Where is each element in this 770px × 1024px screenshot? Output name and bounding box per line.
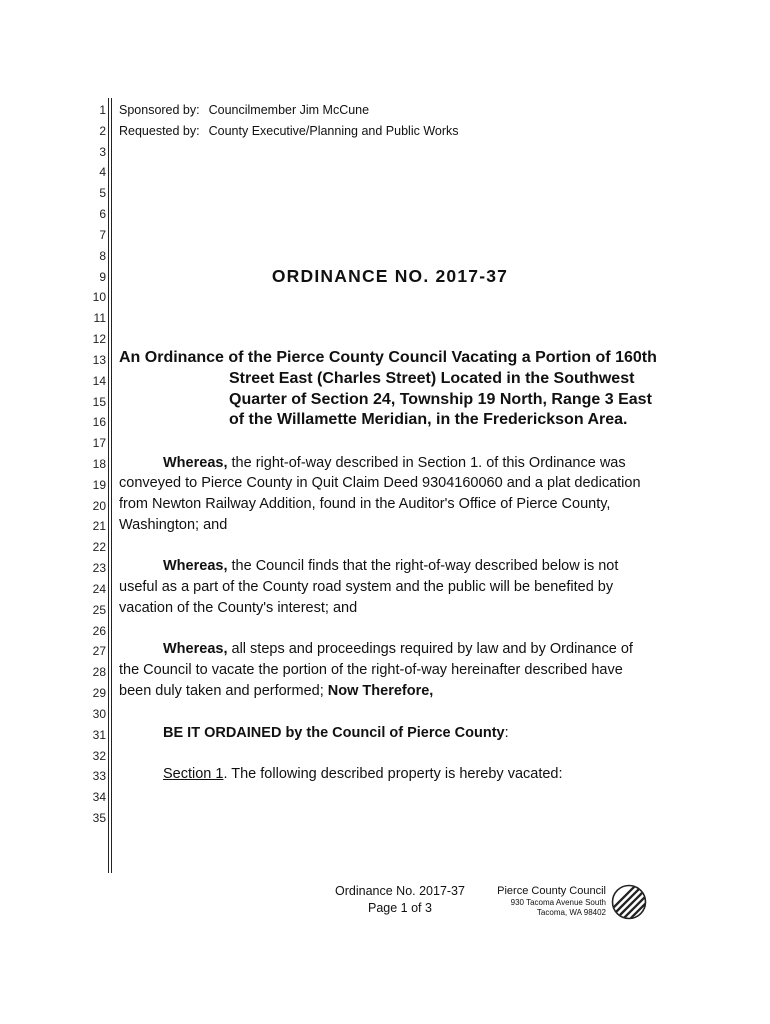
section-1-line xyxy=(163,765,563,783)
requested-label: Requested by: xyxy=(119,124,200,138)
section-1-label: Section 1 xyxy=(163,766,224,782)
whereas-3-line xyxy=(163,640,633,658)
now-therefore: Now Therefore, xyxy=(327,683,434,699)
requested-value: County Executive/Planning and Public Works xyxy=(208,124,459,138)
line-number: 4 xyxy=(99,165,106,179)
footer-ordinance-number: Ordinance No. 2017-37 xyxy=(335,884,465,898)
line-number: 22 xyxy=(92,540,106,554)
line-number: 29 xyxy=(92,686,106,700)
line-number: 5 xyxy=(99,186,106,200)
line-number: 35 xyxy=(92,811,106,825)
whereas-text: been duly taken and performed; xyxy=(119,683,328,699)
ordained-colon: : xyxy=(504,725,509,741)
line-number: 34 xyxy=(92,790,106,804)
line-number: 17 xyxy=(92,436,106,450)
requested-by-line xyxy=(119,122,459,140)
council-name: Pierce County Council xyxy=(497,885,606,897)
line-number: 30 xyxy=(92,707,106,721)
council-address-1: 930 Tacoma Avenue South xyxy=(510,898,606,907)
line-number: 19 xyxy=(92,478,106,492)
footer-page-number: Page 1 of 3 xyxy=(368,901,432,915)
whereas-3-line: the Council to vacate the portion of the right-of-way hereinafter described have xyxy=(119,662,623,678)
line-number: 28 xyxy=(92,665,106,679)
ordained-text: BE IT ORDAINED by the Council of Pierce County xyxy=(163,725,505,741)
whereas-text: all steps and proceedings required by law and by Ordinance of xyxy=(227,641,633,657)
line-number: 26 xyxy=(92,624,106,638)
caption-line: Street East (Charles Street) Located in the Southwest xyxy=(229,370,635,387)
council-address-2: Tacoma, WA 98402 xyxy=(536,908,606,917)
line-number: 27 xyxy=(92,644,106,658)
whereas-2-line: vacation of the County's interest; and xyxy=(119,600,358,616)
line-number: 21 xyxy=(92,519,106,533)
pierce-county-seal-icon xyxy=(611,884,647,920)
whereas-2-line xyxy=(163,557,618,575)
line-number: 13 xyxy=(92,353,106,367)
line-number: 31 xyxy=(92,728,106,742)
whereas-3-line xyxy=(119,682,433,700)
ordained-clause xyxy=(163,724,509,742)
margin-rule-left xyxy=(108,98,109,873)
sponsored-by-line xyxy=(119,101,369,119)
whereas-1-line: conveyed to Pierce County in Quit Claim Deed 9304160060 and a plat dedication xyxy=(119,475,641,491)
caption-line: of the Willamette Meridian, in the Frederickson Area. xyxy=(229,411,628,428)
line-number: 32 xyxy=(92,749,106,763)
whereas-2-line: useful as a part of the County road system and the public will be benefited by xyxy=(119,579,614,595)
line-number: 1 xyxy=(99,103,106,117)
line-number: 3 xyxy=(99,145,106,159)
footer-council-block xyxy=(480,885,606,918)
line-number: 2 xyxy=(99,124,106,138)
line-number: 8 xyxy=(99,249,106,263)
line-number: 12 xyxy=(92,332,106,346)
whereas-lead: Whereas, xyxy=(163,641,228,657)
line-number: 11 xyxy=(93,311,106,325)
whereas-lead: Whereas, xyxy=(163,558,228,574)
line-number: 16 xyxy=(92,415,106,429)
line-number: 6 xyxy=(99,207,106,221)
caption-line: Quarter of Section 24, Township 19 North, Range 3 East xyxy=(229,391,652,408)
line-number: 9 xyxy=(99,270,106,284)
line-number: 33 xyxy=(92,769,106,783)
line-number: 7 xyxy=(99,228,106,242)
line-number: 23 xyxy=(92,561,106,575)
line-number: 18 xyxy=(92,457,106,471)
ordinance-title: ORDINANCE NO. 2017-37 xyxy=(271,266,509,286)
line-number: 10 xyxy=(92,290,106,304)
whereas-text: the right-of-way described in Section 1. of this Ordinance was xyxy=(227,455,626,471)
caption-line: An Ordinance of the Pierce County Council Vacating a Portion of 160th xyxy=(119,349,657,366)
line-number: 25 xyxy=(92,603,106,617)
line-number: 24 xyxy=(92,582,106,596)
line-number: 20 xyxy=(92,499,106,513)
section-1-text: . The following described property is hereby vacated: xyxy=(223,766,563,782)
whereas-1-line: from Newton Railway Addition, found in the Auditor's Office of Pierce County, xyxy=(119,496,611,512)
whereas-1-line: Washington; and xyxy=(119,517,228,533)
sponsored-value: Councilmember Jim McCune xyxy=(208,103,370,117)
line-number: 14 xyxy=(92,374,106,388)
sponsored-label: Sponsored by: xyxy=(119,103,200,117)
line-number: 15 xyxy=(92,395,106,409)
whereas-text: the Council finds that the right-of-way described below is not xyxy=(227,558,619,574)
whereas-1-line xyxy=(163,454,626,472)
whereas-lead: Whereas, xyxy=(163,455,228,471)
margin-rule-right xyxy=(111,98,112,873)
